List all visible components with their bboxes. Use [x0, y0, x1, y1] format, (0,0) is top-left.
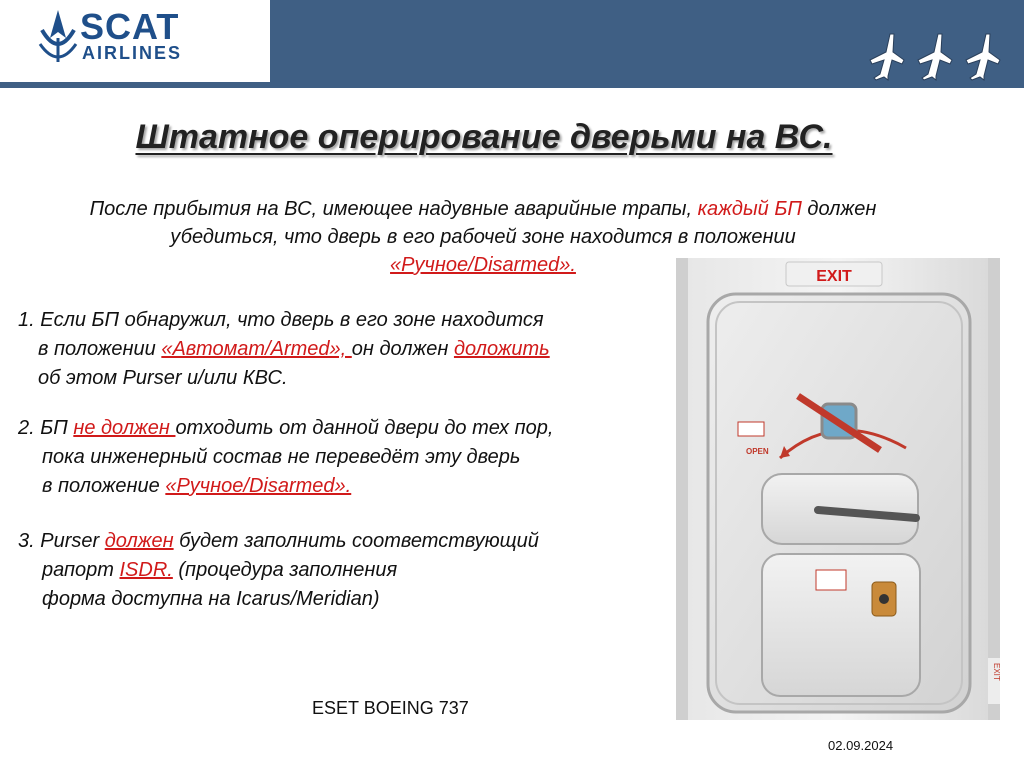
list-item-line	[18, 335, 658, 364]
list-item-1	[18, 306, 658, 393]
footer-title: ESET BOEING 737	[312, 698, 469, 718]
airplane-icons	[858, 30, 1008, 82]
list-item-text: в положении	[38, 338, 162, 360]
list-item-line	[18, 414, 658, 443]
list-item-highlight: не должен	[73, 417, 176, 439]
list-item-text: рапорт	[42, 559, 120, 581]
airline-logo-icon	[36, 8, 80, 64]
airplane-icon	[870, 34, 904, 80]
intro-line-1	[20, 195, 946, 223]
list-item-highlight: ISDR.	[119, 559, 173, 581]
list-item-highlight: «Ручное/Disarmed».	[165, 475, 352, 497]
door-side-exit-label: EXIT	[992, 663, 1001, 681]
list-item-line	[18, 527, 658, 556]
logo-brand-text: SCAT	[80, 6, 180, 47]
exit-sign: EXIT	[816, 268, 852, 285]
list-item-highlight: должен	[104, 530, 174, 552]
list-item-highlight: доложить	[453, 338, 550, 360]
list-item-2	[18, 414, 658, 501]
logo	[0, 0, 270, 82]
list-item-line: об этом Purser и/или КВС.	[38, 367, 288, 389]
list-item-line	[18, 556, 658, 585]
aircraft-door-image	[676, 258, 1000, 720]
list-item-text: 2. БП	[18, 417, 74, 439]
intro-highlight: «Ручное/Disarmed».	[390, 254, 576, 276]
intro-text-part: После прибытия на ВС, имеющее надувные аварийные трапы,	[89, 198, 698, 220]
airplane-icon	[966, 34, 1000, 80]
logo-sub-text: AIRLINES	[82, 43, 183, 63]
header-bar	[0, 0, 1024, 88]
intro-text-part: должен	[801, 198, 877, 220]
list-item-text: он должен	[351, 338, 454, 360]
list-item-text: (процедура заполнения	[172, 559, 398, 581]
list-item-3	[18, 527, 658, 614]
door-open-label: OPEN	[746, 447, 769, 456]
list-item-line: пока инженерный состав не переведёт эту дверь	[42, 446, 521, 468]
list-item-text: в положение	[42, 475, 166, 497]
page-title: Штатное оперирование дверьми на ВС.	[135, 118, 833, 156]
intro-line-2: убедиться, что дверь в его рабочей зоне находится в положении	[170, 226, 796, 248]
airplane-icon	[918, 34, 952, 80]
list-item-highlight: «Автомат/Armed»,	[161, 338, 352, 360]
list-item-text: будет заполнить соответствующий	[173, 530, 539, 552]
list-item-line: форма доступна на Icarus/Meridian)	[42, 588, 380, 610]
list-item-text: 3. Purser	[18, 530, 105, 552]
list-item-line: 1. Если БП обнаружил, что дверь в его зоне находится	[18, 309, 544, 331]
list-item-text: отходить от данной двери до тех пор,	[175, 417, 554, 439]
list-item-line	[18, 472, 658, 501]
intro-highlight: каждый БП	[697, 198, 802, 220]
footer-date: 02.09.2024	[828, 738, 894, 753]
